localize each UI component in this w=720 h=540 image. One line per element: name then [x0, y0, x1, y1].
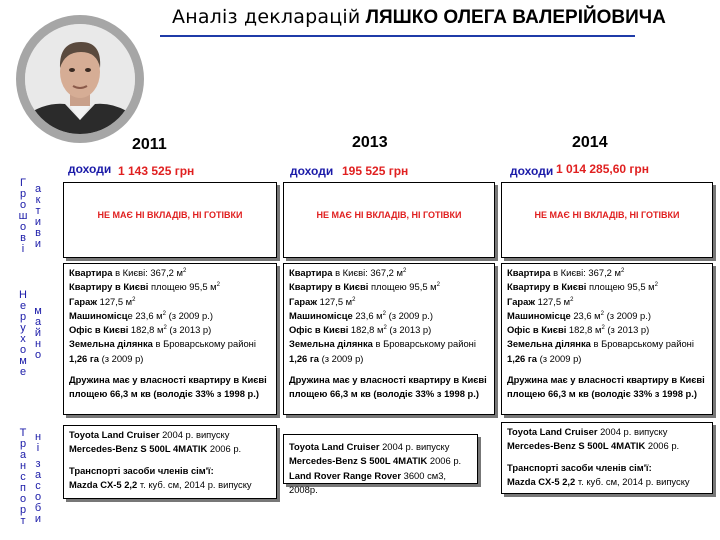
income-value-2014: 1 014 285,60 грн [556, 162, 649, 176]
side-label-vehicles-col1: Т р а н с п о р т [19, 427, 27, 527]
year-heading-2011: 2011 [132, 136, 167, 153]
portrait-photo [16, 15, 144, 143]
side-label-vehicles-col2: н і з а с о б и [34, 431, 42, 525]
vehicles-box-2014: Toyota Land Cruiser 2004 р. випуску Mercedes-Benz S 500L 4MATIK 2006 р. Транспорті засоби членів сім'ї: Mazda CX-5 2,2 т. куб. см, 2014 р. випуску [501, 422, 713, 494]
income-value-2011: 1 143 525 грн [118, 164, 195, 178]
income-label-2013: доходи [290, 164, 334, 178]
year-heading-2014: 2014 [572, 134, 608, 151]
realty-box-2011: Квартира в Києві: 367,2 $м^2$ Квартиру в Києві площею 95,5 $м^2$ Гараж 127,5 $м^2$ Машиномісце 23,6 $м^2$ (з 2009 р.) Офіс в Києві 182,8 $м^2$ (з 2013 р) Земельна ділянка в Броварському районі 1,26 га (з 2009 р) Дружина має у власності квартиру в Києві площею 66,3 м кв (володіє 33% з 1998 р.) [63, 263, 277, 415]
money-status-2013: НЕ МАЄ НІ ВКЛАДІВ, НІ ГОТІВКИ [316, 210, 462, 220]
title-name: ЛЯШКО ОЛЕГА ВАЛЕРІЙОВИЧА [365, 7, 666, 28]
title-underline [160, 35, 635, 37]
realty-box-2013: Квартира в Києві: 367,2 $м^2$ Квартиру в Києві площею 95,5 $м^2$ Гараж 127,5 $м^2$ Машиномісце 23,6 $м^2$ (з 2009 р.) Офіс в Києві 182,8 $м^2$ (з 2013 р) Земельна ділянка в Броварському районі 1,26 га (з 2009 р) Дружина має у власності квартиру в Києві площею 66,3 м кв (володіє 33% з 1998 р.) [283, 263, 495, 415]
income-value-2013: 195 525 грн [342, 164, 409, 178]
realty-box-2014: Квартира в Києві: 367,2 $м^2$ Квартиру в Києві площею 95,5 $м^2$ Гараж 127,5 $м^2$ Машиномісце 23,6 $м^2$ (з 2009 р.) Офіс в Києві 182,8 $м^2$ (з 2013 р) Земельна ділянка в Броварському районі 1,26 га (з 2009 р) Дружина має у власності квартиру в Києві площею 66,3 м кв (володіє 33% з 1998 р.) [501, 263, 713, 415]
income-label-2014: доходи [510, 164, 554, 178]
title-prefix: Аналіз декларацій [172, 6, 361, 28]
money-box-2013 [283, 182, 495, 258]
money-status-2011: НЕ МАЄ НІ ВКЛАДІВ, НІ ГОТІВКИ [97, 210, 243, 220]
spouse-note-2014: Дружина має у власності квартиру в Києві площею 66,3 м кв (володіє 33% з 1998 р.) [507, 374, 705, 400]
side-label-realty-col1: Н е р у х о м е [19, 289, 27, 378]
vehicles-box-2011: Toyota Land Cruiser 2004 р. випуску Mercedes-Benz S 500L 4MATIK 2006 р. Транспорті засоби членів сім'ї: Mazda CX-5 2,2 т. куб. см, 2014 р. випуску [63, 425, 277, 499]
year-heading-2013: 2013 [352, 134, 388, 151]
side-label-realty-col2: м а й н о [34, 305, 42, 361]
money-box-2014 [501, 182, 713, 258]
money-status-2014: НЕ МАЄ НІ ВКЛАДІВ, НІ ГОТІВКИ [534, 210, 680, 220]
vehicles-box-2013: Toyota Land Cruiser 2004 р. випуску Mercedes-Benz S 500L 4MATIK 2006 р. Land Rover Range Rover 3600 см3, 2008р. [283, 434, 478, 484]
money-box-2011 [63, 182, 277, 258]
spouse-note-2013: Дружина має у власності квартиру в Києві площею 66,3 м кв (володіє 33% з 1998 р.) [289, 374, 487, 400]
income-label-2011: доходи [68, 162, 112, 176]
side-label-money-col1: Г р о ш о в і [18, 177, 28, 255]
spouse-note-2011: Дружина має у власності квартиру в Києві площею 66,3 м кв (володіє 33% з 1998 р.) [69, 374, 267, 400]
person-portrait-icon [25, 24, 135, 134]
side-label-money-col2: а к т и в и [34, 183, 42, 250]
page-title [172, 6, 666, 29]
